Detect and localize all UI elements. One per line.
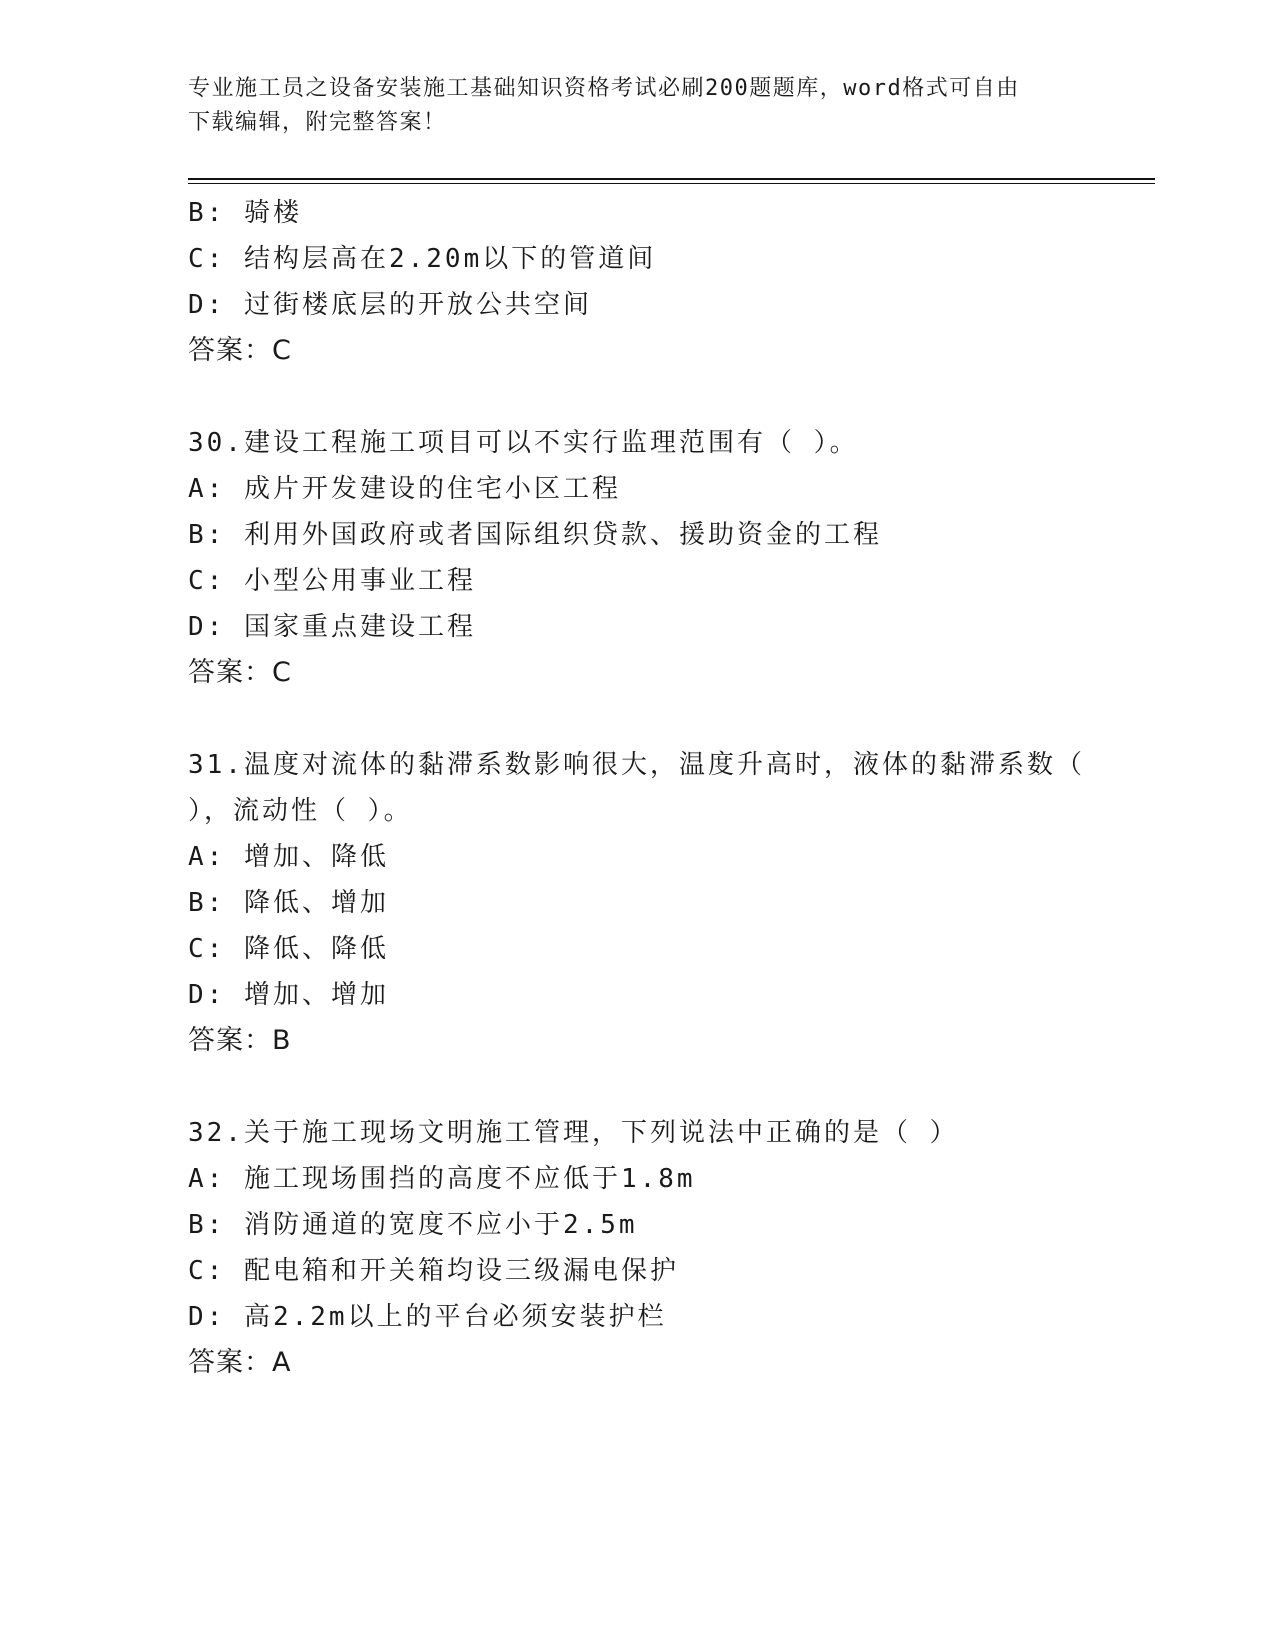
option-b: B: 利用外国政府或者国际组织贷款、援助资金的工程 (188, 520, 882, 550)
answer-line: 答案：C (188, 657, 292, 688)
question-31 (188, 742, 1088, 1064)
question-stem-continued: ），流动性（ ）。 (188, 796, 413, 826)
answer-line: 答案：B (188, 1025, 292, 1056)
option-d: D: 高2.2m以上的平台必须安装护栏 (188, 1302, 667, 1332)
option-d: D: 增加、增加 (188, 980, 389, 1010)
option-b: B: 消防通道的宽度不应小于2.5m (188, 1210, 638, 1240)
spacer (188, 374, 1088, 420)
option-c: C: 结构层高在2.20m以下的管道间 (188, 244, 657, 274)
option-d: D: 过街楼底层的开放公共空间 (188, 290, 592, 320)
option-c: C: 降低、降低 (188, 934, 389, 964)
header-divider-thick (188, 178, 1155, 180)
question-stem: 30.建设工程施工项目可以不实行监理范围有（ ）。 (188, 428, 859, 458)
question-stem: 32.关于施工现场文明施工管理，下列说法中正确的是（ ） (188, 1118, 959, 1148)
question-list (188, 190, 1088, 1386)
option-a: A: 施工现场围挡的高度不应低于1.8m (188, 1164, 696, 1194)
question-29-continued (188, 190, 1088, 374)
answer-line: 答案：C (188, 335, 292, 366)
header-title-line-2: 下载编辑，附完整答案！ (188, 110, 447, 135)
answer-line: 答案：A (188, 1347, 292, 1378)
option-a: A: 成片开发建设的住宅小区工程 (188, 474, 621, 504)
option-c: C: 小型公用事业工程 (188, 566, 476, 596)
option-a: A: 增加、降低 (188, 842, 389, 872)
spacer (188, 1064, 1088, 1110)
option-d: D: 国家重点建设工程 (188, 612, 476, 642)
option-c: C: 配电箱和开关箱均设三级漏电保护 (188, 1256, 679, 1286)
option-b: B: 降低、增加 (188, 888, 389, 918)
option-b: B: 骑楼 (188, 198, 302, 228)
question-stem: 31.温度对流体的黏滞系数影响很大，温度升高时，液体的黏滞系数（ (188, 750, 1085, 780)
header-divider-thin (188, 183, 1155, 184)
document-header (188, 72, 1088, 140)
question-30 (188, 420, 1088, 696)
spacer (188, 696, 1088, 742)
question-32 (188, 1110, 1088, 1386)
header-title-line-1: 专业施工员之设备安装施工基础知识资格考试必刷200题题库，word格式可自由 (188, 76, 1020, 101)
